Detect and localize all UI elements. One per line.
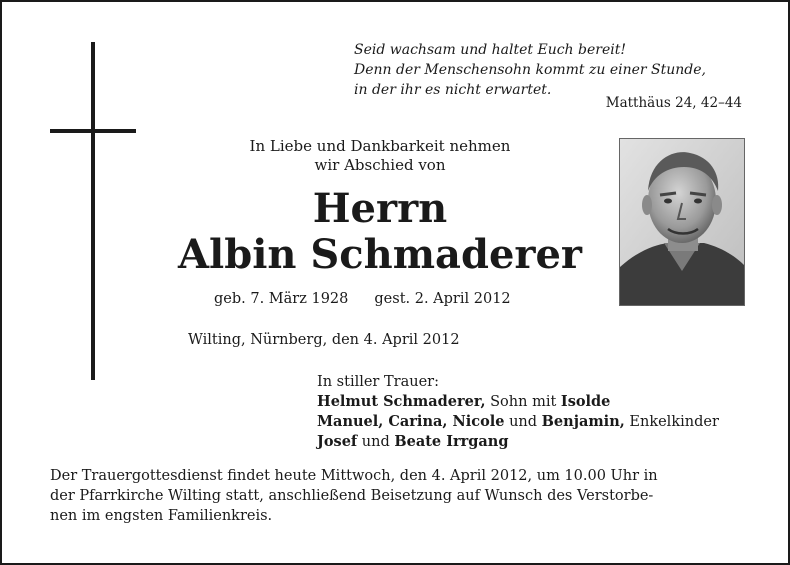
mourner-relation: Sohn mit (485, 394, 561, 410)
intro-line: In Liebe und Dankbarkeit nehmen (249, 137, 511, 155)
mourner-line (317, 412, 719, 432)
mourner-line (317, 432, 719, 452)
bible-quote (354, 40, 754, 100)
service-line: der Pfarrkirche Wilting statt, anschließend Beisetzung auf Wunsch des Verstorbe- (50, 488, 654, 504)
intro-line: wir Abschied von (314, 156, 446, 174)
mourner-name: Benjamin, (541, 413, 625, 430)
mourner-name: Manuel, Carina, Nicole (317, 413, 505, 430)
mourners-list (317, 372, 719, 452)
service-notice (50, 466, 744, 526)
mourner-name: Beate Irrgang (394, 433, 509, 450)
deceased-name: Albin Schmaderer (178, 231, 582, 278)
mourner-name: Isolde (560, 393, 611, 410)
mourners-heading: In stiller Trauer: (317, 374, 439, 390)
portrait-photo (619, 138, 745, 306)
life-dates (214, 291, 511, 307)
service-line: Der Trauergottesdienst findet heute Mittwoch, den 4. April 2012, um 10.00 Uhr in (50, 468, 658, 484)
portrait-illustration (620, 139, 744, 305)
deceased-name-block (152, 186, 608, 278)
intro-text (192, 137, 568, 175)
service-line: nen im engsten Familienkreis. (50, 508, 273, 524)
cross-icon (91, 42, 95, 380)
quote-reference: Matthäus 24, 42–44 (605, 95, 742, 111)
mourner-relation: Enkelkinder (624, 414, 719, 430)
mourner-conjunction: und (504, 414, 542, 430)
mourner-conjunction: und (357, 434, 395, 450)
quote-line: Seid wachsam und haltet Euch bereit! (354, 42, 626, 58)
death-date: gest. 2. April 2012 (374, 291, 511, 307)
mourner-name: Helmut Schmaderer, (317, 393, 486, 410)
birth-date: geb. 7. März 1928 (214, 291, 349, 307)
mourner-name: Josef (317, 433, 358, 450)
cross-icon-bar (50, 129, 136, 133)
place-and-date: Wilting, Nürnberg, den 4. April 2012 (188, 332, 460, 348)
mourner-line (317, 392, 719, 412)
salutation: Herrn (312, 185, 448, 232)
quote-line: Denn der Menschensohn kommt zu einer Stunde, (354, 62, 706, 78)
quote-line: in der ihr es nicht erwartet. (354, 82, 552, 98)
